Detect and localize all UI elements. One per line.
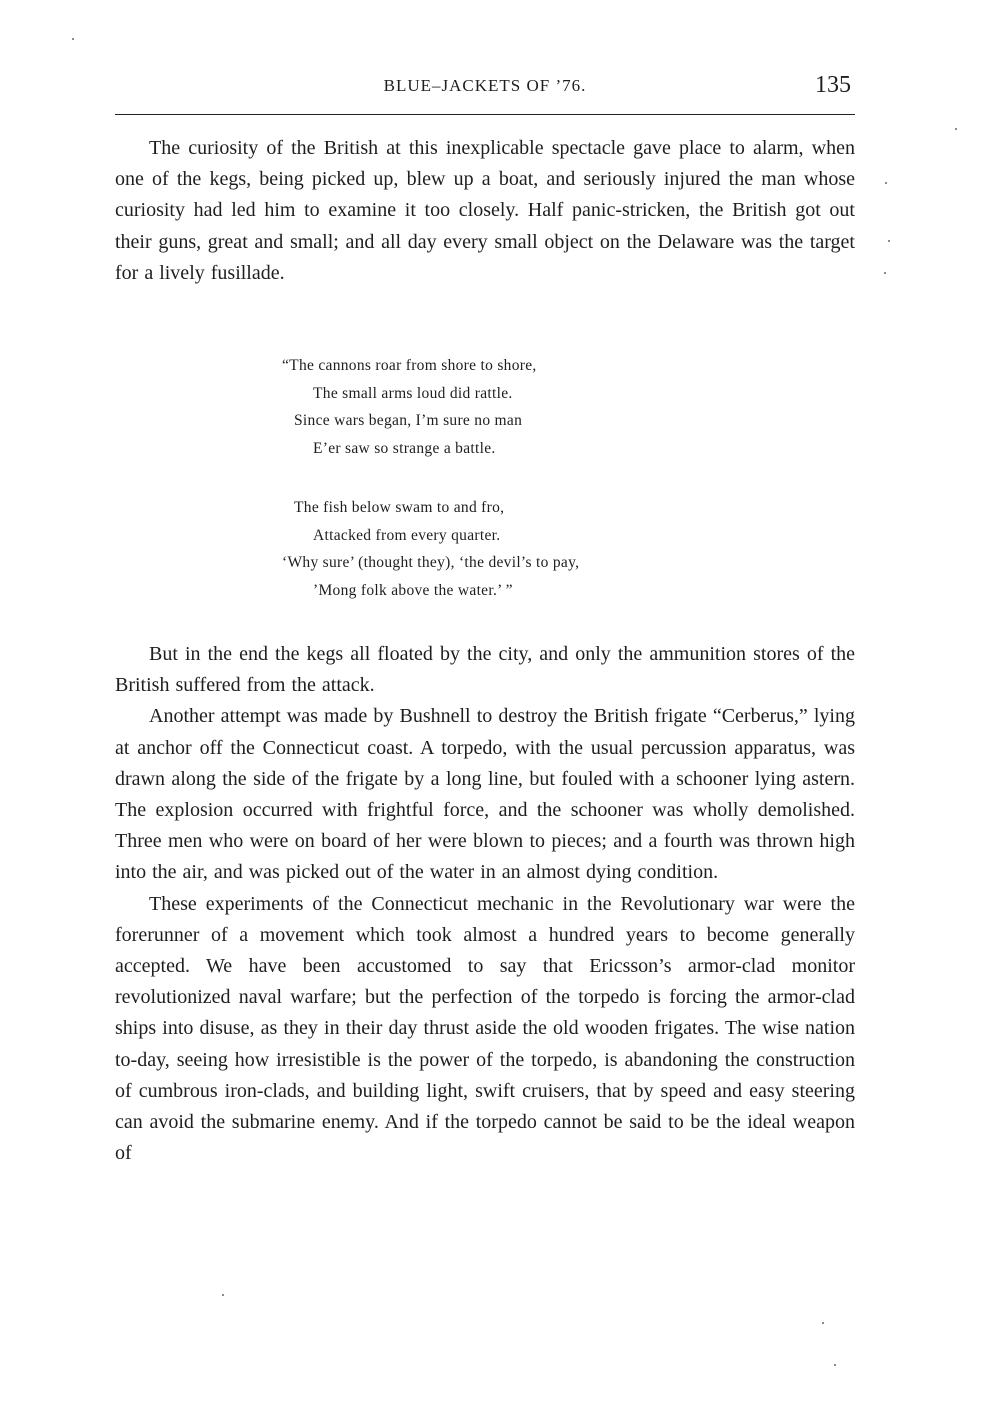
scan-speck	[888, 240, 890, 242]
paragraph-kegs-alarm: The curiosity of the British at this inexplicable spectacle gave place to alarm, when one of the kegs, being picked up, blew up a boat, and seriously injured the man whose curiosity had led him to examine it too closely. Half panic-stricken, the British got out their guns, great and small; and all day every small object on the Delaware was the target for a lively fusillade.	[115, 137, 855, 284]
poem-line: E’er saw so strange a battle.	[313, 439, 496, 457]
poem-line: The small arms loud did rattle.	[313, 384, 513, 402]
running-title: BLUE–JACKETS OF ’76.	[383, 76, 587, 95]
text-block-top	[115, 133, 855, 289]
scan-speck	[884, 272, 886, 274]
poem-line: “The cannons roar from shore to shore,	[282, 357, 537, 374]
poem-line: Since wars began, I’m sure no man	[294, 412, 523, 429]
poem-line: ’Mong folk above the water.’ ”	[313, 581, 513, 599]
scan-speck	[822, 1322, 824, 1324]
page-number: 135	[815, 72, 851, 98]
scan-speck	[222, 1294, 224, 1296]
paragraph-kegs-floated: But in the end the kegs all floated by the city, and only the ammunition stores of the British suffered from the attack.	[115, 643, 855, 697]
paragraph-cerberus-attempt: Another attempt was made by Bushnell to destroy the British frigate “Cerberus,” lying at anchor off the Connecticut coast. A torpedo, with the usual percussion apparatus, was drawn along the side of the frigate by a long line, but fouled with a schooner lying astern. The explosion occurred with frightful force, and the schooner was wholly demolished. Three men who were on board of her were blown to pieces; and a fourth was thrown high into the air, and was picked out of the water in an almost dying condition.	[115, 705, 855, 884]
scan-speck	[834, 1364, 836, 1366]
running-head	[115, 72, 855, 102]
scan-speck	[885, 182, 887, 184]
scan-speck	[955, 128, 957, 130]
scan-speck	[72, 38, 74, 40]
text-block-bottom	[115, 639, 855, 1169]
poem-stanza-2	[282, 494, 722, 604]
paragraph-torpedo-experiments: These experiments of the Connecticut mechanic in the Revolutionary war were the forerunner of a movement which took almost a hundred years to become generally accepted. We have been accustomed to say that Ericsson’s armor-clad monitor revolutionized naval warfare; but the perfection of the torpedo is forcing the armor-clad ships into disuse, as they in their day thrust aside the old wooden frigates. The wise nation to-day, seeing how irresistible is the power of the torpedo, is abandoning the construction of cumbrous iron-clads, and building light, swift cruisers, that by speed and easy steering can avoid the submarine enemy. And if the torpedo cannot be said to be the ideal weapon of	[115, 892, 855, 1165]
header-rule	[115, 114, 855, 115]
poem-stanza-1	[282, 352, 722, 462]
poem-line: ‘Why sure’ (thought they), ‘the devil’s to pay,	[282, 554, 580, 571]
poem-line: Attacked from every quarter.	[313, 526, 501, 544]
poem-line: The fish below swam to and fro,	[294, 499, 505, 516]
